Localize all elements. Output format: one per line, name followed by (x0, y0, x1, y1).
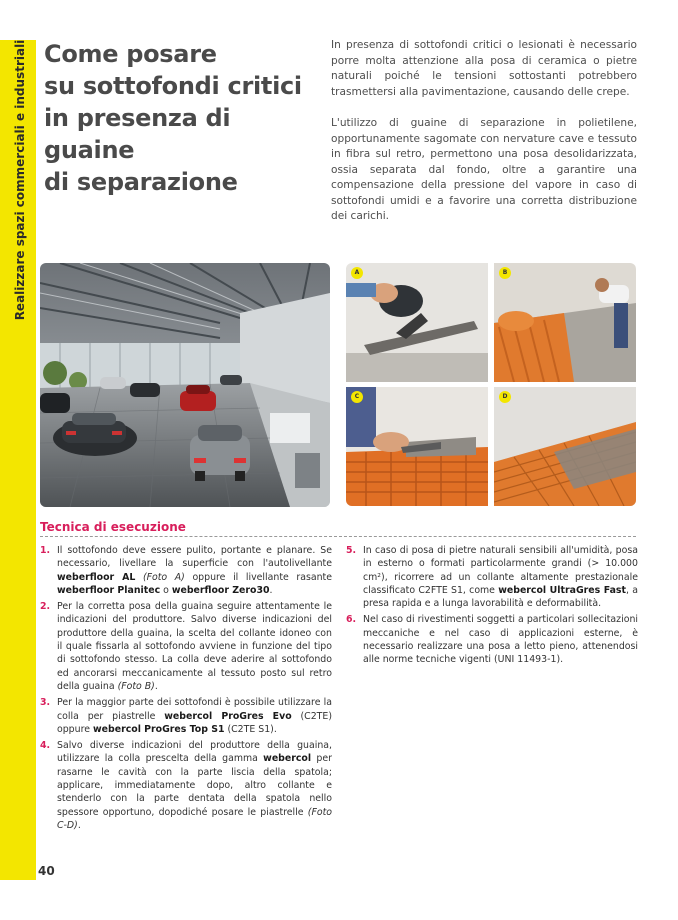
intro-paragraph: L'utilizzo di guaine di separazione in polietilene, opportunamente sagomate con nervature cave e tessuto in fibra sul retro, permettono una posa desolidarizzata, ossia separata dal fondo, oltre a garantire una compensazione della pressione del vapore in caso di sottofondi umidi e a favorire una corretta distribuzione dei carichi. (331, 117, 637, 222)
showroom-photo (40, 263, 330, 507)
step-number: 6. (346, 614, 357, 626)
product-name: webercol (263, 753, 312, 765)
step-item (40, 696, 332, 736)
product-name: weberfloor AL (57, 571, 136, 583)
intro-paragraph: In presenza di sottofondi critici o lesionati è necessario porre molta attenzione alla posa di ceramica o pietre naturali poiché le tensioni sottostanti potrebbero trasmettersi alla pavimentazione, causando delle crepe. (331, 39, 637, 98)
step-text-run: o (160, 584, 172, 596)
photo-a (346, 263, 488, 382)
title-line: Come posare (44, 40, 217, 68)
photo-reference: (Foto B) (117, 680, 155, 692)
photo-c (346, 387, 488, 506)
title-line: in presenza di guaine (44, 104, 231, 164)
step-text-run: Per la maggior parte dei sottofondi è possibile utilizzare la colla per piastrelle (57, 697, 332, 722)
photo-b (494, 263, 636, 382)
product-name: webercol ProGres Evo (164, 710, 292, 722)
step-text-run: (C2TE S1). (224, 723, 277, 735)
section-title: Tecnica di esecuzione (40, 520, 186, 534)
step-text-run: per rasarne le cavità con la parte liscia della spatola; applicare, immediatamente dopo, altro collante e stenderlo con la parte dentata della spatola nello spessore opportuno, dopodiché posare le piastrelle (57, 753, 332, 818)
step-text (363, 545, 638, 609)
section-vertical-label: Realizzare spazi commerciali e industriali (13, 39, 27, 321)
step-text-run: Salvo diverse indicazioni del produttore della guaina, utilizzare la colla prescelta della gamma (57, 740, 332, 765)
steps-column-left (40, 544, 332, 835)
product-name: webercol ProGres Top S1 (92, 723, 225, 735)
photo-label-b: B (499, 267, 511, 279)
step-text (57, 545, 332, 596)
step-number: 3. (40, 697, 51, 709)
title-line: su sottofondi critici (44, 72, 302, 100)
step-number: 5. (346, 545, 357, 556)
step-number: 4. (40, 740, 51, 752)
photo-label-d: D (499, 391, 511, 403)
step-number: 1. (40, 545, 51, 556)
photo-reference: (Foto C-D) (57, 806, 332, 831)
step-item (40, 600, 332, 693)
intro-text (331, 38, 637, 241)
product-name: weberfloor Zero30 (171, 584, 270, 596)
step-text-run: (C2TE) oppure (57, 710, 332, 735)
photo-reference: (Foto A) (142, 571, 185, 583)
step-text-run: , a presa rapida e a lunga lavorabilità e deformabilità. (363, 584, 638, 610)
section-divider (40, 536, 636, 537)
step-item (40, 544, 332, 597)
step-text (57, 601, 332, 692)
step-text-run: Per la corretta posa della guaina seguire attentamente le indicazioni del produttore. Salvo diverse indicazioni del produttore della guaina, la scelta del collante idoneo con il quale fissarla al sottofondo avviene in funzione del tipo di sottofondo stesso. La colla deve aderire al sottofondo ed ancorarsi meccanicamente al tessuto posto sul retro della guaina (57, 601, 332, 692)
product-name: webercol UltraGres Fast (498, 584, 626, 596)
page-number: 40 (38, 864, 55, 878)
title-line: di separazione (44, 168, 238, 196)
step-text-run: Nel caso di rivestimenti soggetti a particolari sollecitazioni meccaniche e nel caso di applicazioni esterne, è necessario realizzare una posa a letto pieno, attenendosi alle norme tecniche vigenti (UNI 11493-1). (363, 614, 638, 666)
step-text (363, 614, 638, 665)
page-title (44, 38, 314, 198)
step-text-run (135, 572, 143, 583)
step-text (57, 740, 332, 831)
step-text-run: oppure il livellante rasante (184, 571, 332, 583)
step-item (346, 544, 638, 610)
step-text-run: . (77, 819, 81, 831)
steps-column-right (346, 544, 638, 670)
photo-label-a: A (351, 267, 363, 279)
step-text-run: Il sottofondo deve essere pulito, portante e planare. Se necessario, livellare la superficie con l'autolivellante (57, 545, 332, 570)
step-text-run: . (269, 584, 273, 596)
step-item (40, 739, 332, 832)
step-text-run: . (154, 680, 158, 692)
product-name: weberfloor Planitec (57, 584, 161, 596)
step-number: 2. (40, 601, 51, 613)
step-text (57, 697, 332, 735)
photo-d (494, 387, 636, 506)
photo-label-c: C (351, 391, 363, 403)
step-text-run: In caso di posa di pietre naturali sensibili all'umidità, posa in esterno o formati particolarmente grandi (> 10.000 cm²), ricorrere ad un collante altamente prestazionale classificato C2FTE S1, come (363, 545, 638, 596)
step-item (346, 613, 638, 666)
